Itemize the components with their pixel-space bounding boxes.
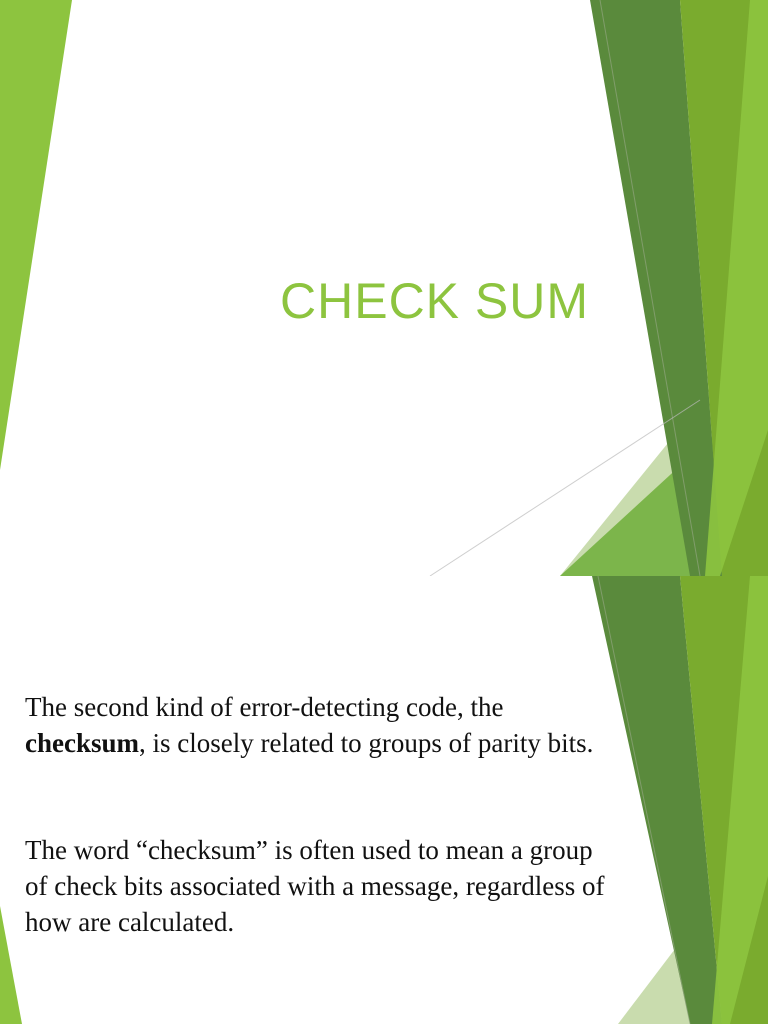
paragraph-checksum-word-usage: The word “checksum” is often used to mean a group of check bits associated with a message, regardless of how are calculated. xyxy=(25,835,605,937)
left-green-sliver xyxy=(0,906,22,1024)
bold-term-checksum: checksum xyxy=(25,728,139,758)
slide-2 xyxy=(0,576,768,1024)
slide-title: CHECK SUM xyxy=(280,273,590,329)
left-green-stripe xyxy=(0,0,72,470)
slide-2-decoration xyxy=(0,576,768,1024)
paragraph-checksum-definition xyxy=(25,689,605,761)
paragraph-1-text-end: , is closely related to groups of parity bits. xyxy=(139,728,594,758)
paragraph-1-text-start: The second kind of error-detecting code, the xyxy=(25,692,504,722)
